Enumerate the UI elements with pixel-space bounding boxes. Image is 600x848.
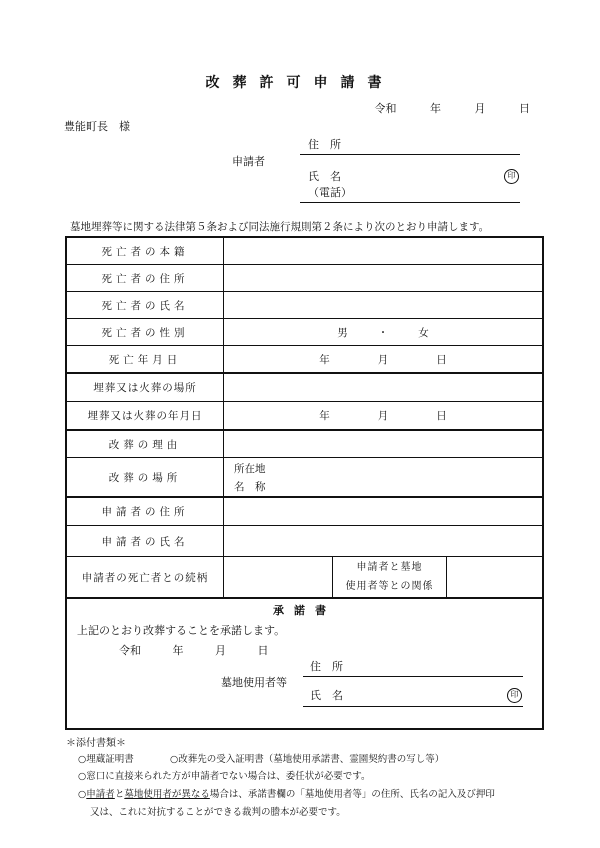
consent-address-line[interactable] (303, 676, 523, 677)
label-applicant-address: 申請者の住所 (67, 498, 224, 525)
consent-date-year: 年 (172, 644, 184, 657)
row-deceased-address (67, 265, 542, 292)
row-burial-place (67, 374, 542, 402)
row-death-date (67, 346, 542, 374)
consent-address-label: 住 所 (310, 660, 343, 673)
note-different-owner (78, 786, 495, 800)
burial-date-day: 日 (436, 410, 447, 422)
applicant-phone-label: （電話） (308, 186, 352, 199)
application-form-table (65, 236, 544, 730)
row-reburial-reason (67, 431, 542, 458)
consent-statement: 上記のとおり改葬することを承諾します。 (77, 624, 286, 637)
label-reburial-place: 改葬の場所 (67, 458, 224, 496)
note-underline-applicant: 申請者 (86, 789, 115, 800)
row-applicant-address (67, 498, 542, 526)
label-applicant-relation: 申請者の死亡者との続柄 (67, 557, 224, 597)
label-burial-place: 埋葬又は火葬の場所 (67, 374, 224, 401)
attachments-heading: ＊添付書類＊ (66, 738, 126, 749)
row-applicant-name (67, 526, 542, 557)
field-applicant-address[interactable] (224, 498, 542, 525)
applicant-seal-icon (504, 168, 519, 184)
field-reburial-place[interactable] (224, 458, 542, 496)
intro-statement: 墓地埋葬等に関する法律第５条および同法施行規則第２条により次のとおり申請します。 (70, 221, 490, 233)
death-date-month: 月 (377, 353, 389, 366)
note-court-copy: 又は、これに対抗することができる裁判の謄本が必要です。 (90, 807, 346, 818)
date-era: 令和 (374, 102, 397, 115)
label-burial-date: 埋葬又は火葬の年月日 (67, 402, 224, 429)
consent-name-line[interactable] (303, 706, 523, 707)
burial-date-month: 月 (377, 410, 389, 422)
document-title: 改葬許可申請書 (205, 75, 395, 91)
label-death-date: 死亡年月日 (67, 346, 224, 372)
addressee: 豊能町長 様 (64, 120, 130, 133)
label-deceased-name: 死亡者の氏名 (67, 292, 224, 318)
consent-date-month: 月 (215, 644, 226, 657)
date-month: 月 (474, 102, 486, 115)
consent-name-label: 氏 名 (310, 689, 343, 702)
sex-option-female[interactable]: 女 (418, 326, 429, 339)
label-deceased-domicile: 死亡者の本籍 (67, 238, 224, 264)
consent-seal-icon (507, 687, 522, 703)
row-burial-date (67, 402, 542, 431)
note-burial-certificate: ○埋蔵証明書 (78, 754, 134, 765)
note-underline-owner: 墓地使用者が異なる (124, 789, 210, 800)
seal-mark: 印 (504, 169, 519, 184)
note-connector: と (114, 789, 125, 800)
row-deceased-domicile (67, 238, 542, 265)
reburial-facility-label: 名 称 (234, 481, 266, 493)
seal-mark: 印 (507, 688, 522, 703)
consent-date-era: 令和 (119, 644, 141, 657)
owner-relation-line2: 使用者等との関係 (345, 581, 434, 592)
field-applicant-name[interactable] (224, 526, 542, 556)
note-condition-text: 場合は、承諾書欄の「墓地使用者等」の住所、氏名の記入及び押印 (209, 789, 495, 800)
field-deceased-domicile[interactable] (224, 238, 542, 264)
date-year: 年 (430, 102, 441, 115)
row-deceased-sex (67, 319, 542, 346)
note-proxy: ○窓口に直接来られた方が申請者でない場合は、委任状が必要です。 (78, 771, 371, 782)
death-date-day: 日 (436, 353, 447, 366)
death-date-year: 年 (319, 353, 330, 366)
applicant-name-label: 氏 名 (308, 170, 341, 183)
consent-user-label: 墓地使用者等 (221, 676, 287, 689)
applicant-address-line[interactable] (300, 154, 520, 155)
row-reburial-place (67, 458, 542, 498)
applicant-label: 申請者 (232, 155, 265, 168)
row-deceased-name (67, 292, 542, 319)
applicant-name-line[interactable] (300, 202, 520, 203)
applicant-address-label: 住 所 (308, 138, 341, 151)
field-deceased-name[interactable] (224, 292, 542, 318)
note-bullet: ○ (78, 789, 87, 800)
label-deceased-sex: 死亡者の性別 (67, 319, 224, 345)
application-date (0, 100, 530, 116)
field-applicant-relation[interactable] (224, 557, 542, 597)
sex-separator: ・ (377, 326, 389, 339)
label-applicant-name: 申請者の氏名 (67, 526, 224, 556)
label-reburial-reason: 改葬の理由 (67, 431, 224, 457)
label-deceased-address: 死亡者の住所 (67, 265, 224, 291)
row-applicant-relation (67, 557, 542, 599)
consent-heading: 承諾書 (273, 604, 336, 617)
field-deceased-address[interactable] (224, 265, 542, 291)
burial-date-year: 年 (319, 410, 330, 422)
owner-relation-line1: 申請者と墓地 (356, 562, 423, 573)
date-day: 日 (519, 102, 530, 115)
label-owner-relation (332, 557, 447, 597)
field-deceased-sex[interactable] (224, 319, 542, 345)
field-burial-place[interactable] (224, 374, 542, 401)
note-acceptance-certificate: ○改葬先の受入証明書（墓地使用承諾書、霊園契約書の写し等） (170, 754, 445, 765)
reburial-location-label: 所在地 (234, 463, 266, 475)
field-burial-date[interactable] (224, 402, 542, 429)
field-reburial-reason[interactable] (224, 431, 542, 457)
consent-date (119, 642, 291, 658)
consent-date-day: 日 (257, 644, 269, 657)
field-death-date[interactable] (224, 346, 542, 372)
sex-option-male[interactable]: 男 (337, 326, 348, 339)
